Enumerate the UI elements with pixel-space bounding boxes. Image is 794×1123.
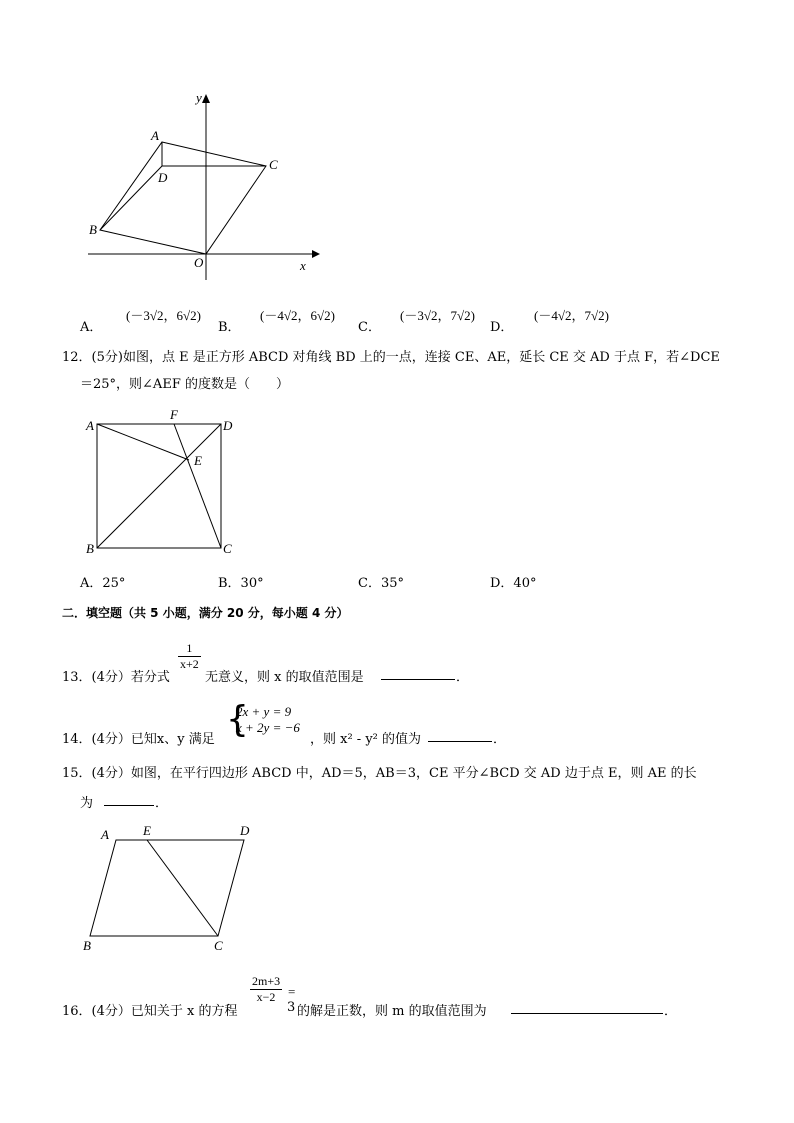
q14-suffix: ，则 x² - y² 的值为 [310,732,422,747]
q15-line1: 15．(4分）如图，在平行四边形 ABCD 中，AD＝5，AB＝3，CE 平分∠BCD 交 AD 边于点 E，则 AE 的长 [62,766,697,781]
q16-answer-blank[interactable] [511,1000,663,1014]
label-d: D [240,823,250,838]
segment-ce [147,840,218,936]
q14-end: ． [493,732,507,747]
q13-fraction-numerator: 1 [178,641,201,657]
label-o: O [194,255,204,270]
q11-choice-c-value: (－3√2，7√2) [400,308,475,323]
segment-ae [97,424,189,460]
q16-equals: = [288,984,296,999]
label-c: C [214,938,223,953]
label-a: A [101,827,109,842]
q13-answer-blank[interactable] [381,666,455,680]
q13-end: ． [456,670,470,685]
q15-end: ． [155,796,169,811]
q12-line2: ＝25°，则∠AEF 的度数是（ ） [80,377,289,392]
label-x: x [300,258,306,273]
q12-choice-c: C．35° [358,576,404,591]
section-heading: 二．填空题（共 5 小题，满分 20 分，每小题 4 分） [62,606,349,620]
q12-line1: 12．(5分)如图，点 E 是正方形 ABCD 对角线 BD 上的一点，连接 CE、AE，延长 CE 交 AD 于点 F，若∠DCE [62,350,720,365]
label-f: F [170,407,178,422]
q11-choice-b-value: (－4√2，6√2) [260,308,335,323]
rhombus-abcd [100,142,266,254]
q11-choice-d-letter: D． [490,320,514,335]
q16-prefix: 16．(4分）已知关于 x 的方程 [62,1004,238,1019]
q11-choice-b-letter: B． [218,320,241,335]
q16-end: ． [664,1004,678,1019]
q15-answer-blank[interactable] [104,792,154,806]
q11-choice-d-value: (－4√2，7√2) [534,308,609,323]
q12-choice-b: B．30° [218,576,264,591]
q16-fraction-denominator: x−2 [256,990,276,1004]
q13-fraction [178,641,201,672]
q14-equation-1: 2x + y = 9 [236,704,292,719]
label-a: A [151,128,159,143]
q11-choice-c-letter: C． [358,320,381,335]
label-e: E [194,453,202,468]
q13-suffix: 无意义，则 x 的取值范围是 [205,670,364,685]
q12-figure [80,405,250,560]
parallelogram-abcd [90,840,244,936]
q13-fraction-denominator: x+2 [180,657,199,671]
q12-choice-d: D．40° [490,576,537,591]
label-b: B [86,541,94,556]
label-b: B [89,222,97,237]
q11-choice-a-letter: A． [80,320,103,335]
q11-choice-a-value: (－3√2，6√2) [126,308,201,323]
label-b: B [83,938,91,953]
segment-cf [174,424,221,548]
diagonal-bd [97,424,221,548]
q15-line2: 为 [80,796,94,811]
label-d: D [158,170,168,185]
label-d: D [223,418,233,433]
q14-prefix: 14．(4分）已知x、y 满足 [62,732,215,747]
q14-answer-blank[interactable] [428,728,492,742]
q14-system-brace: { [226,699,249,740]
q16-fraction-numerator: 2m+3 [252,974,281,988]
q13-prefix: 13．(4分）若分式 [62,670,170,685]
label-c: C [269,157,278,172]
segment-db [100,166,162,230]
q12-choice-a: A．25° [80,576,126,591]
q11-figure [80,85,330,280]
q16-rhs: 3 [287,1000,296,1015]
label-a: A [86,418,94,433]
y-axis-arrow [202,94,210,103]
label-e: E [143,823,151,838]
x-axis-arrow [312,250,320,258]
label-y: y [196,90,202,105]
q16-suffix: 的解是正数，则 m 的取值范围为 [297,1004,487,1019]
q14-equation-2: x + 2y = −6 [236,720,300,735]
q16-fraction [250,974,282,1005]
q15-figure [80,820,260,955]
label-c: C [223,541,232,556]
